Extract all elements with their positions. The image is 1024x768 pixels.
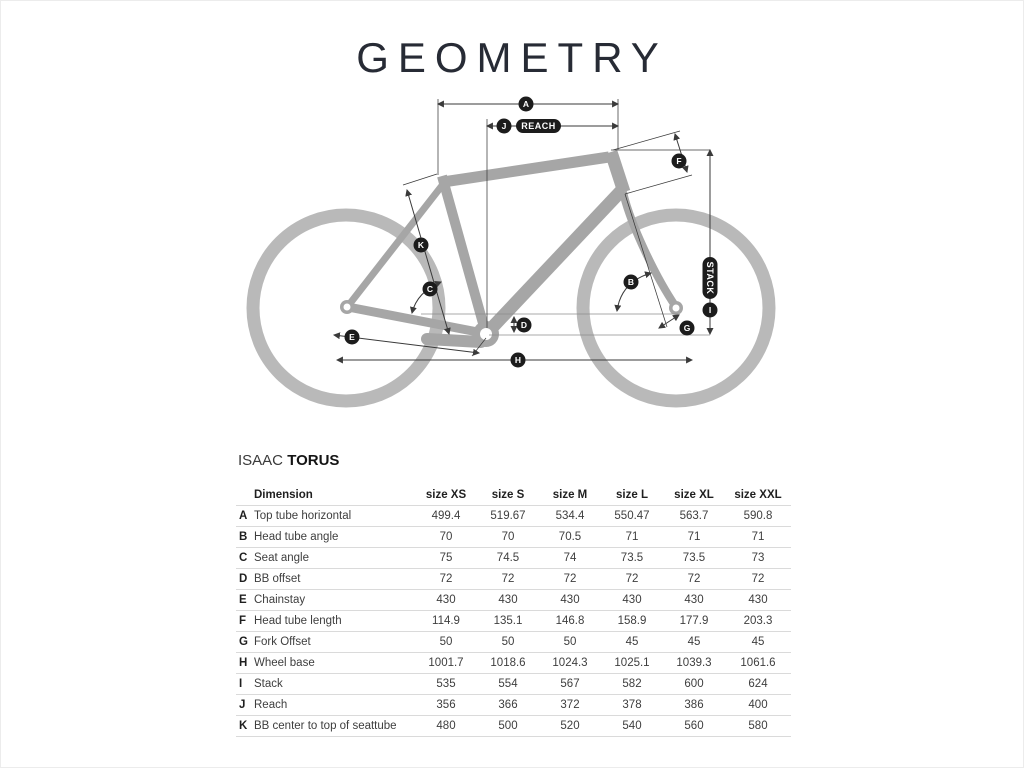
value-cell: 600 xyxy=(663,674,725,695)
svg-text:I: I xyxy=(708,305,712,315)
row-letter: E xyxy=(239,594,247,606)
table-row xyxy=(236,506,791,527)
row-label: Wheel base xyxy=(254,657,315,669)
svg-text:E: E xyxy=(349,332,355,342)
value-cell: 72 xyxy=(539,569,601,590)
value-cell: 499.4 xyxy=(415,506,477,527)
dim-badge-b xyxy=(624,275,639,290)
dimension-cell xyxy=(236,653,415,674)
value-cell: 563.7 xyxy=(663,506,725,527)
row-label: BB center to top of seattube xyxy=(254,720,397,732)
value-cell: 356 xyxy=(415,695,477,716)
column-header-size-xl: size XL xyxy=(663,485,725,506)
value-cell: 74.5 xyxy=(477,548,539,569)
svg-text:F: F xyxy=(676,156,682,166)
value-cell: 366 xyxy=(477,695,539,716)
dimension-cell xyxy=(236,590,415,611)
dim-badge-a xyxy=(519,97,534,112)
value-cell: 72 xyxy=(477,569,539,590)
value-cell: 567 xyxy=(539,674,601,695)
svg-text:D: D xyxy=(520,320,528,330)
svg-text:J: J xyxy=(501,121,507,131)
svg-text:A: A xyxy=(522,99,530,109)
model-name: TORUS xyxy=(287,452,340,469)
row-label: Stack xyxy=(254,678,283,690)
value-cell: 480 xyxy=(415,716,477,737)
value-cell: 554 xyxy=(477,674,539,695)
column-header-size-xs: size XS xyxy=(415,485,477,506)
row-label: BB offset xyxy=(254,573,301,585)
value-cell: 590.8 xyxy=(725,506,791,527)
value-cell: 71 xyxy=(725,527,791,548)
table-row xyxy=(236,590,791,611)
column-header-size-m: size M xyxy=(539,485,601,506)
value-cell: 45 xyxy=(601,632,663,653)
value-cell: 400 xyxy=(725,695,791,716)
value-cell: 72 xyxy=(725,569,791,590)
value-cell: 1024.3 xyxy=(539,653,601,674)
value-cell: 71 xyxy=(601,527,663,548)
value-cell: 430 xyxy=(539,590,601,611)
value-cell: 430 xyxy=(477,590,539,611)
value-cell: 580 xyxy=(725,716,791,737)
dim-badge-i xyxy=(703,303,718,318)
row-label: Head tube length xyxy=(254,615,342,627)
value-cell: 70.5 xyxy=(539,527,601,548)
row-label: Head tube angle xyxy=(254,531,339,543)
stack-pill xyxy=(703,257,718,299)
value-cell: 70 xyxy=(415,527,477,548)
table-row xyxy=(236,653,791,674)
row-letter: F xyxy=(239,615,247,627)
svg-text:K: K xyxy=(417,240,425,250)
value-cell: 50 xyxy=(539,632,601,653)
value-cell: 500 xyxy=(477,716,539,737)
value-cell: 430 xyxy=(601,590,663,611)
table-row xyxy=(236,548,791,569)
dim-badge-j xyxy=(497,119,512,134)
table-header-row xyxy=(236,485,791,506)
reach-pill xyxy=(516,119,561,133)
page-title: GEOMETRY xyxy=(356,34,668,81)
row-letter: H xyxy=(239,657,248,669)
column-header-size-xxl: size XXL xyxy=(725,485,791,506)
value-cell: 582 xyxy=(601,674,663,695)
value-cell: 158.9 xyxy=(601,611,663,632)
value-cell: 50 xyxy=(477,632,539,653)
headtube-upper-extension xyxy=(613,131,680,150)
value-cell: 372 xyxy=(539,695,601,716)
svg-text:H: H xyxy=(514,355,522,365)
value-cell: 519.67 xyxy=(477,506,539,527)
svg-text:G: G xyxy=(683,323,691,333)
value-cell: 378 xyxy=(601,695,663,716)
value-cell: 1001.7 xyxy=(415,653,477,674)
value-cell: 135.1 xyxy=(477,611,539,632)
row-label: Top tube horizontal xyxy=(254,510,352,522)
value-cell: 75 xyxy=(415,548,477,569)
dimension-cell xyxy=(236,506,415,527)
svg-text:REACH: REACH xyxy=(521,121,556,131)
headtube-lower-extension xyxy=(625,175,692,194)
row-letter: D xyxy=(239,573,248,585)
dimension-cell xyxy=(236,674,415,695)
dim-badge-g xyxy=(680,321,695,336)
dimension-cell xyxy=(236,695,415,716)
value-cell: 1061.6 xyxy=(725,653,791,674)
value-cell: 560 xyxy=(663,716,725,737)
dimension-cell xyxy=(236,716,415,737)
value-cell: 50 xyxy=(415,632,477,653)
value-cell: 146.8 xyxy=(539,611,601,632)
value-cell: 73.5 xyxy=(663,548,725,569)
table-row xyxy=(236,611,791,632)
value-cell: 73.5 xyxy=(601,548,663,569)
dimension-cell xyxy=(236,611,415,632)
seattube-top-extension xyxy=(403,174,437,185)
value-cell: 1039.3 xyxy=(663,653,725,674)
dim-badge-e xyxy=(345,330,360,345)
value-cell: 550.47 xyxy=(601,506,663,527)
row-letter: J xyxy=(239,699,246,711)
value-cell: 535 xyxy=(415,674,477,695)
dim-badge-h xyxy=(511,353,526,368)
value-cell: 71 xyxy=(663,527,725,548)
value-cell: 520 xyxy=(539,716,601,737)
row-letter: G xyxy=(239,636,248,648)
dim-line-k xyxy=(407,190,449,334)
dimension-cell xyxy=(236,632,415,653)
value-cell: 45 xyxy=(663,632,725,653)
dimension-cell xyxy=(236,548,415,569)
rear-axle-hole xyxy=(344,304,351,311)
row-letter: I xyxy=(239,678,243,690)
column-header-size-l: size L xyxy=(601,485,663,506)
value-cell: 73 xyxy=(725,548,791,569)
svg-text:STACK: STACK xyxy=(705,261,715,295)
value-cell: 203.3 xyxy=(725,611,791,632)
value-cell: 540 xyxy=(601,716,663,737)
value-cell: 72 xyxy=(415,569,477,590)
dim-badge-c xyxy=(423,282,438,297)
table-row xyxy=(236,674,791,695)
value-cell: 430 xyxy=(725,590,791,611)
row-letter: B xyxy=(239,531,248,543)
model-heading xyxy=(238,452,339,469)
row-label: Reach xyxy=(254,699,288,711)
geometry-table xyxy=(236,485,791,737)
value-cell: 430 xyxy=(415,590,477,611)
value-cell: 624 xyxy=(725,674,791,695)
column-header-size-s: size S xyxy=(477,485,539,506)
row-letter: A xyxy=(239,510,248,522)
table-row xyxy=(236,695,791,716)
dimension-cell xyxy=(236,569,415,590)
dim-badge-d xyxy=(517,318,532,333)
value-cell: 45 xyxy=(725,632,791,653)
row-label: Fork Offset xyxy=(254,636,311,648)
svg-text:B: B xyxy=(627,277,635,287)
dimension-cell xyxy=(236,527,415,548)
value-cell: 430 xyxy=(663,590,725,611)
row-label: Seat angle xyxy=(254,552,309,564)
dim-line-g xyxy=(659,315,679,328)
bike-geometry-diagram xyxy=(231,86,791,431)
value-cell: 72 xyxy=(601,569,663,590)
row-letter: K xyxy=(239,720,248,732)
value-cell: 386 xyxy=(663,695,725,716)
value-cell: 534.4 xyxy=(539,506,601,527)
value-cell: 1018.6 xyxy=(477,653,539,674)
value-cell: 114.9 xyxy=(415,611,477,632)
table-row xyxy=(236,716,791,737)
value-cell: 177.9 xyxy=(663,611,725,632)
bike-frame xyxy=(348,152,676,342)
svg-text:C: C xyxy=(426,284,434,294)
table-row xyxy=(236,527,791,548)
column-header-dimension: Dimension xyxy=(236,485,415,506)
brand-name: ISAAC xyxy=(238,452,284,469)
front-axle-hole xyxy=(673,305,680,312)
dim-badge-k xyxy=(414,238,429,253)
value-cell: 74 xyxy=(539,548,601,569)
dim-badge-f xyxy=(672,154,687,169)
row-label: Chainstay xyxy=(254,594,306,606)
value-cell: 1025.1 xyxy=(601,653,663,674)
table-row xyxy=(236,632,791,653)
table-row xyxy=(236,569,791,590)
value-cell: 70 xyxy=(477,527,539,548)
value-cell: 72 xyxy=(663,569,725,590)
row-letter: C xyxy=(239,552,248,564)
